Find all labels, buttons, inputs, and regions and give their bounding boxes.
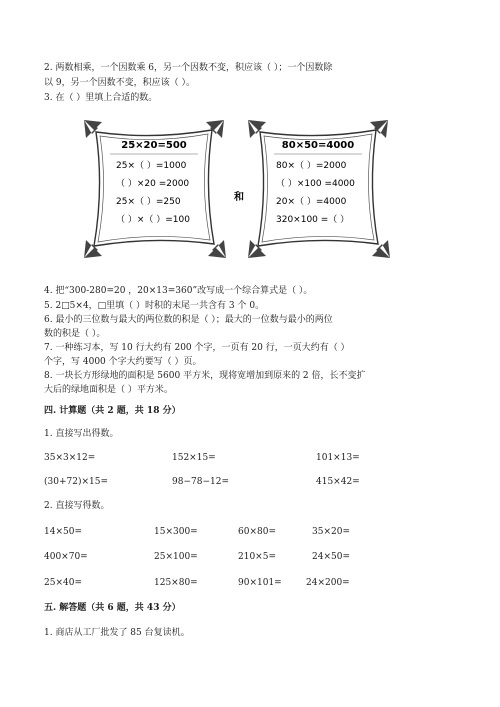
question-6-line-2: 数的积是（ ）。 [44, 329, 106, 339]
right-board-row: 80×（ ）=2000 [276, 161, 347, 171]
right-board-row: 320×100 =（ ） [276, 215, 350, 225]
calc-item: 24×50= [312, 552, 350, 562]
right-board [248, 120, 390, 258]
calc-item: 25×100= [154, 552, 198, 562]
question-3: 3. 在（ ）里填上合适的数。 [44, 93, 158, 103]
left-board-title: 25×20=500 [121, 140, 187, 151]
question-4: 4. 把“300-280=20 ，20×13=360”改写成一个综合算式是（ ）。 [44, 286, 313, 296]
calc-item: 60×80= [238, 527, 276, 537]
calc-item: 400×70= [44, 552, 88, 562]
calc-item: (30+72)×15= [44, 477, 109, 487]
boards-figure [82, 118, 402, 260]
calc-item: 15×300= [154, 527, 198, 537]
calc-item: 25×40= [44, 578, 82, 588]
calc-item: 35×3×12= [44, 453, 96, 463]
question-7-line-2: 个字，写 4000 个字大约要写（ ）页。 [44, 357, 202, 367]
section-5-question-1: 1. 商店从工厂批发了 85 台复读机。 [44, 628, 190, 638]
calc-item: 90×101= [238, 578, 282, 588]
question-7-line-1: 7. 一种练习本，写 10 行大约有 200 个字，一页有 20 行，一页大约有（ ） [44, 343, 350, 353]
question-5: 5. 2□5×4，□里填（ ）时积的末尾一共含有 3 个 0。 [44, 301, 265, 311]
calc-item: 35×20= [312, 527, 350, 537]
calc-item: 98−78−12= [172, 477, 229, 487]
left-board [84, 120, 226, 258]
right-board-title: 80×50=4000 [281, 140, 355, 151]
calc-item: 210×5= [238, 552, 276, 562]
left-board-row: 25×（ ）=250 [116, 197, 181, 207]
question-8-line-2: 大后的绿地面积是（ ）平方米。 [44, 385, 173, 395]
left-board-row: （ ）×20 =2000 [116, 179, 190, 189]
calc-item: 125×80= [154, 578, 198, 588]
right-board-row: （ ）×100 =4000 [276, 179, 355, 189]
question-6-line-1: 6. 最小的三位数与最大的两位数的积是（ ）；最大的一位数与最小的两位 [44, 315, 333, 325]
calc-item: 101×13= [316, 453, 360, 463]
left-board-row: （ ）×（ ）=100 [116, 215, 190, 225]
left-board-row: 25×（ ）=1000 [116, 161, 187, 171]
question-2-line-1: 2. 两数相乘，一个因数乘 6，另一个因数不变，积应该（ ）；一个因数除 [44, 63, 333, 73]
calc-item: 14×50= [44, 527, 82, 537]
section-5-heading: 五. 解答题（共 6 题，共 43 分） [44, 603, 181, 613]
section-4-part-2-label: 2. 直接写得数。 [44, 501, 110, 511]
section-4-heading: 四. 计算题（共 2 题，共 18 分） [44, 406, 181, 416]
calc-item: 24×200= [306, 578, 350, 588]
calc-item: 415×42= [316, 477, 360, 487]
calc-item: 152×15= [172, 453, 216, 463]
right-board-row: 20×（ ）=4000 [276, 197, 347, 207]
question-8-line-1: 8. 一块长方形绿地的面积是 5600 平方米，现将宽增加到原来的 2 倍，长不变扩 [44, 371, 366, 381]
question-2-line-2: 以 9，另一个因数不变，积应该（ ）。 [44, 78, 195, 88]
section-4-part-1-label: 1. 直接写出得数。 [44, 429, 119, 439]
and-label: 和 [234, 192, 244, 203]
